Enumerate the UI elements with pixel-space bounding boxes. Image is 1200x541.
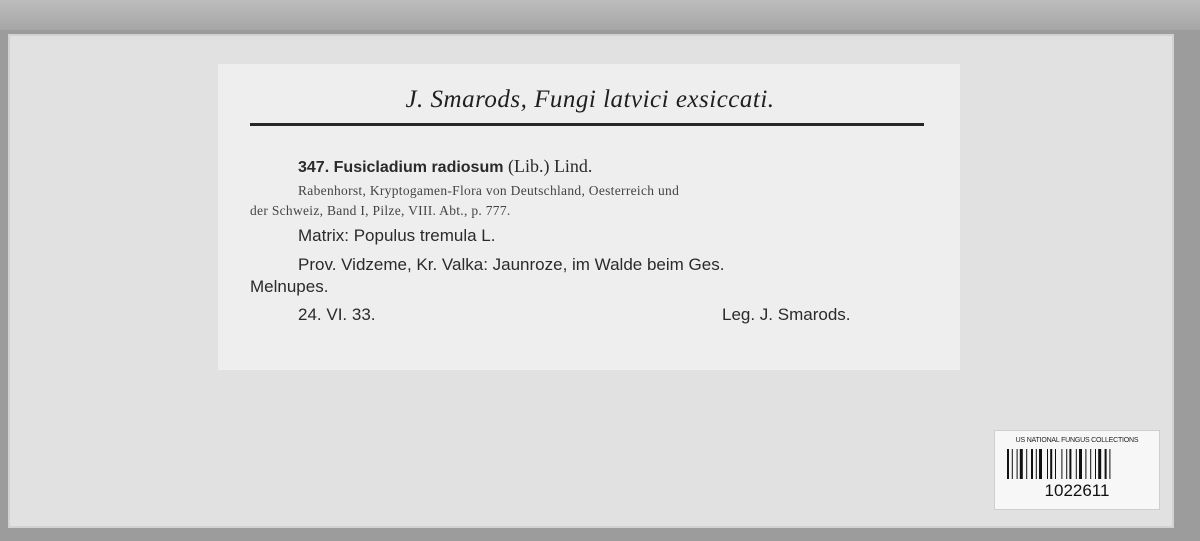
collector: Leg. J. Smarods.: [722, 305, 851, 324]
locality-line-2: Melnupes.: [250, 277, 329, 296]
barcode-header: US NATIONAL FUNGUS COLLECTIONS: [1015, 437, 1139, 444]
reference-line-2: der Schweiz, Band I, Pilze, VIII. Abt., p. 777.: [250, 203, 511, 218]
barcode-bars: [1007, 449, 1147, 479]
label-title: J. Smarods, Fungi latvici exsiccati.: [405, 86, 775, 113]
locality-line-1: Prov. Vidzeme, Kr. Valka: Jaunroze, im Walde beim Ges.: [298, 255, 725, 274]
matrix-line: Matrix: Populus tremula L.: [298, 226, 496, 245]
species-name: Fusicladium radiosum: [333, 159, 504, 176]
top-edge-strip: [0, 0, 1200, 30]
entry-number: 347.: [298, 159, 330, 176]
barcode-number: 1022611: [1044, 481, 1110, 500]
reference-line-1: Rabenhorst, Kryptogamen-Flora von Deutschland, Oesterreich und: [298, 183, 680, 198]
title-rule: [250, 123, 924, 126]
species-authority: (Lib.) Lind.: [507, 156, 593, 176]
entry-line: [298, 156, 592, 177]
collection-date: 24. VI. 33.: [298, 305, 376, 324]
barcode-label: [994, 430, 1160, 510]
